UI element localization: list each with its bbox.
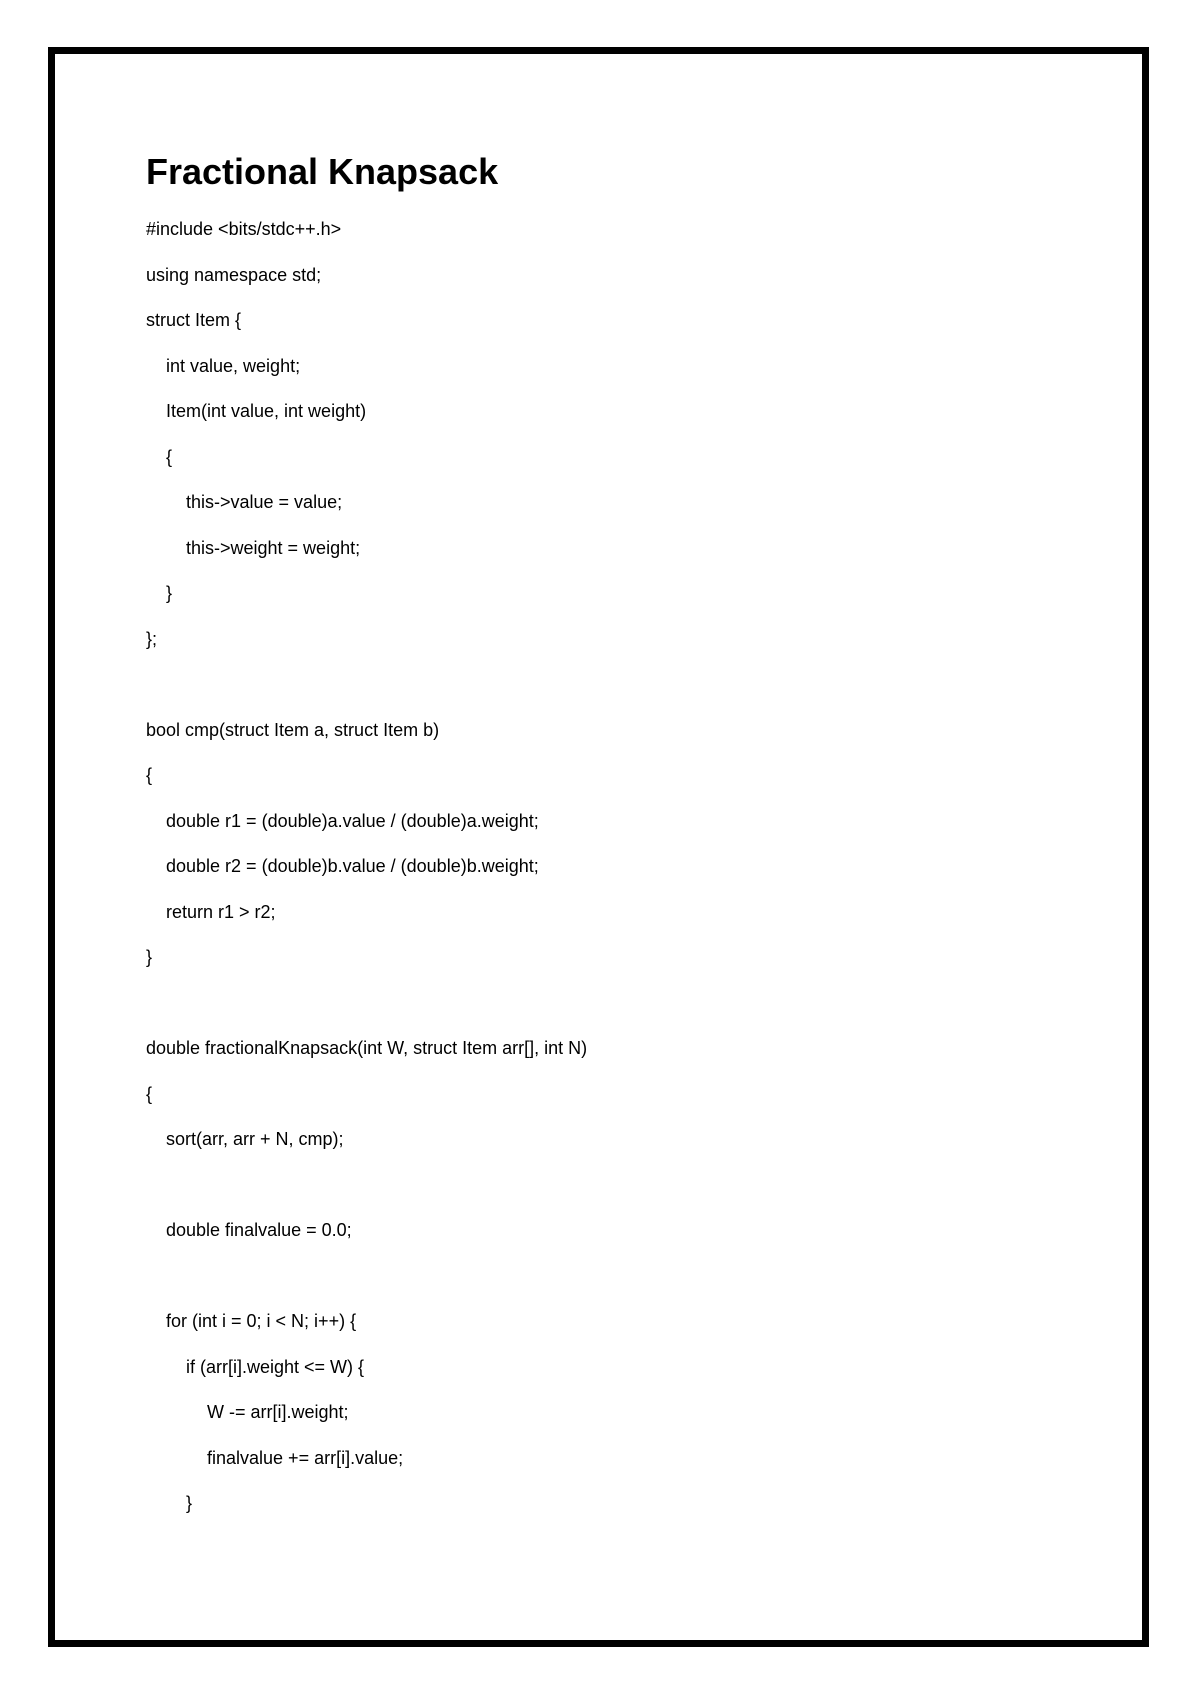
code-line: int value, weight;: [166, 355, 301, 376]
code-line: };: [146, 628, 158, 649]
code-line: return r1 > r2;: [166, 901, 276, 922]
code-line: bool cmp(struct Item a, struct Item b): [146, 719, 440, 740]
code-line: }: [166, 583, 173, 603]
code-line: using namespace std;: [146, 264, 322, 285]
code-line: struct Item {: [146, 310, 242, 330]
code-line: #include <bits/stdc++.h>: [146, 219, 342, 239]
code-line-blank: [146, 669, 587, 715]
code-line: this->weight = weight;: [186, 537, 361, 558]
code-block: [146, 214, 587, 1534]
code-line-blank: [146, 1170, 587, 1216]
code-line: {: [146, 765, 153, 785]
code-line: }: [186, 1493, 193, 1513]
code-line: double r1 = (double)a.value / (double)a.weight;: [166, 810, 539, 831]
code-line: finalvalue += arr[i].value;: [207, 1447, 404, 1468]
code-line: {: [146, 1083, 153, 1104]
code-line: for (int i = 0; i < N; i++) {: [166, 1311, 357, 1331]
code-line: double r2 = (double)b.value / (double)b.weight;: [166, 856, 539, 876]
code-line: sort(arr, arr + N, cmp);: [166, 1129, 344, 1149]
code-line-blank: [146, 1261, 587, 1307]
code-line: if (arr[i].weight <= W) {: [186, 1356, 365, 1377]
code-line: W -= arr[i].weight;: [207, 1402, 349, 1422]
code-line: Item(int value, int weight): [166, 401, 367, 421]
code-line-blank: [146, 988, 587, 1034]
document-title: Fractional Knapsack: [146, 151, 499, 192]
code-line: double finalvalue = 0.0;: [166, 1220, 352, 1240]
code-line: this->value = value;: [186, 492, 343, 512]
code-line: {: [166, 446, 173, 467]
code-line: double fractionalKnapsack(int W, struct Item arr[], int N): [146, 1038, 588, 1058]
code-line: }: [146, 947, 153, 967]
